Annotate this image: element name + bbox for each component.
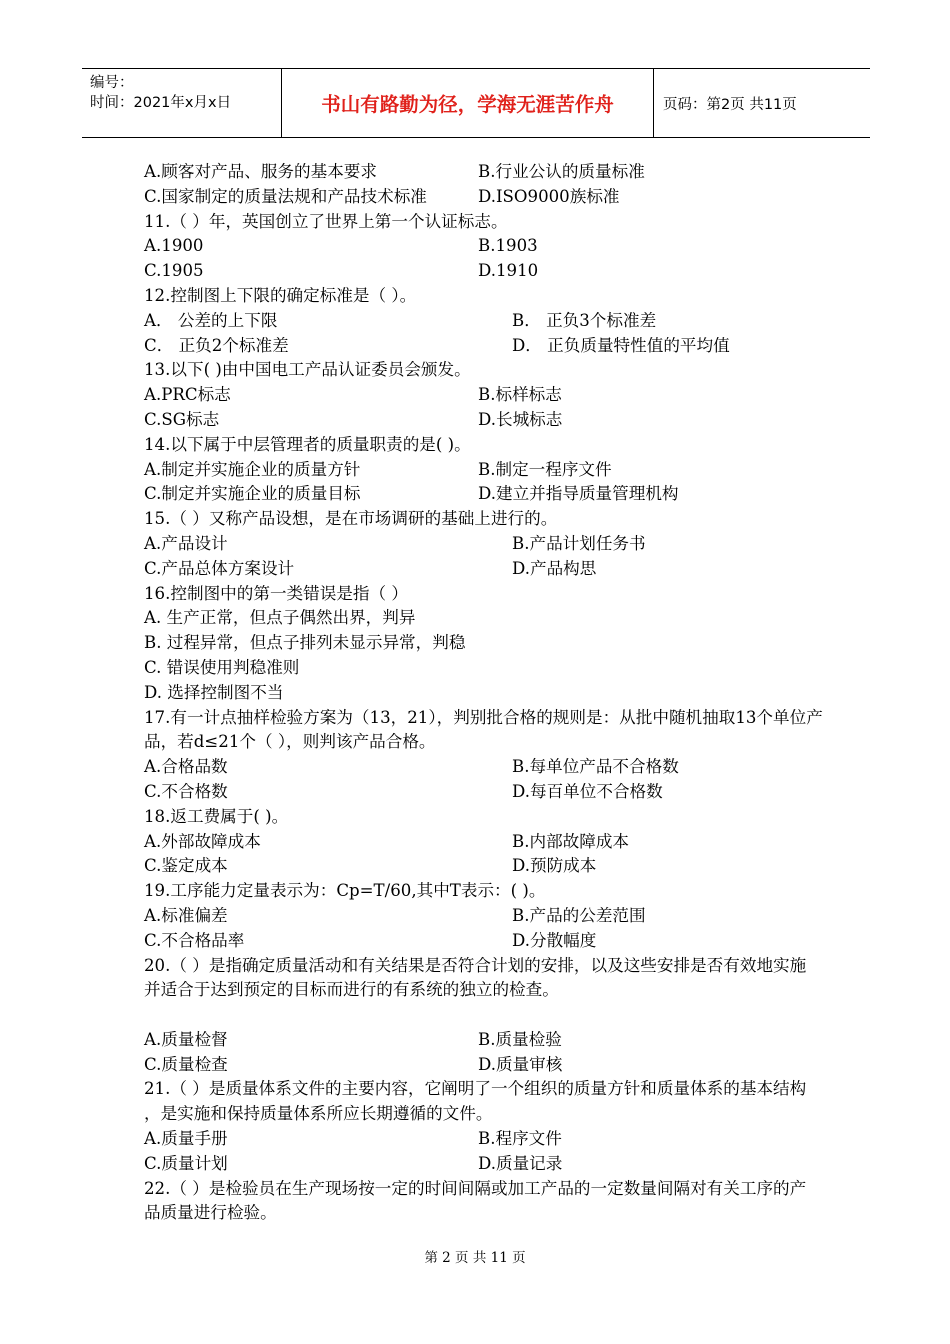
option-row — [144, 1053, 824, 1078]
option-row — [144, 334, 824, 359]
option: B.标样标志 — [478, 385, 562, 405]
option: D. 选择控制图不当 — [144, 682, 284, 702]
option: C.质量计划 — [144, 1153, 228, 1173]
option: A． 公差的上下限 — [144, 310, 278, 330]
question-12: 12.控制图上下限的确定标准是（ ）。 — [144, 285, 417, 305]
date-line: 时间：2021年x月x日 — [90, 95, 232, 111]
header-page-info: 页码：第2页 共11页 — [663, 96, 797, 113]
option: B.程序文件 — [478, 1129, 562, 1149]
question-13: 13.以下( )由中国电工产品认证委员会颁发。 — [144, 360, 471, 380]
option: C.1905 — [144, 261, 204, 281]
option: B.质量检验 — [478, 1029, 562, 1049]
option-row — [144, 1127, 824, 1152]
option: B.产品的公差范围 — [512, 905, 646, 925]
question-22: 22.（ ）是检验员在生产现场按一定的时间间隔或加工产品的一定数量间隔对有关工序的产 品质量进行检验。 — [144, 1178, 807, 1223]
option: C.SG标志 — [144, 409, 220, 429]
option-row — [144, 408, 824, 433]
option: D.1910 — [478, 261, 539, 281]
page-footer: 第 2 页 共 11 页 — [424, 1250, 526, 1266]
question-20: 20.（ ）是指确定质量活动和有关结果是否符合计划的安排，以及这些安排是否有效地实施 并适合于达到预定的目标而进行的有系统的独立的检查。 — [144, 955, 807, 1000]
option-row — [144, 259, 824, 284]
option: B.产品计划任务书 — [512, 533, 646, 553]
option: D.质量记录 — [478, 1153, 563, 1173]
option: C.不合格品率 — [144, 930, 245, 950]
option-row — [144, 160, 824, 185]
option: A.合格品数 — [144, 757, 228, 777]
option: C.鉴定成本 — [144, 856, 228, 876]
option: D.建立并指导质量管理机构 — [478, 484, 679, 504]
option-row — [144, 482, 824, 507]
option: B.行业公认的质量标准 — [478, 162, 645, 181]
option: B.内部故障成本 — [512, 831, 630, 851]
option: D.长城标志 — [478, 409, 563, 429]
option: C． 正负2个标准差 — [144, 335, 289, 355]
blank-line — [144, 1003, 824, 1028]
option: A. 生产正常，但点子偶然出界，判异 — [144, 608, 416, 628]
option-row — [144, 234, 824, 259]
option: A.PRC标志 — [144, 385, 231, 405]
option: A.制定并实施企业的质量方针 — [144, 459, 361, 479]
option: C.不合格数 — [144, 781, 228, 801]
option: D.ISO9000族标准 — [478, 186, 620, 206]
question-11: 11.（ ）年，英国创立了世界上第一个认证标志。 — [144, 211, 508, 231]
option-row — [144, 458, 824, 483]
option: A.产品设计 — [144, 533, 228, 553]
question-16: 16.控制图中的第一类错误是指（ ） — [144, 583, 408, 603]
option: C. 错误使用判稳准则 — [144, 657, 300, 677]
question-18: 18.返工费属于( )。 — [144, 806, 289, 826]
option: B.每单位产品不合格数 — [512, 757, 679, 777]
option-row — [144, 830, 824, 855]
option-row — [144, 780, 824, 805]
code-label: 编号： — [90, 75, 134, 91]
option: D.分散幅度 — [512, 930, 597, 950]
option-row — [144, 1152, 824, 1177]
option-row — [144, 929, 824, 954]
question-15: 15.（ ）又称产品设想，是在市场调研的基础上进行的。 — [144, 509, 558, 529]
option-row — [144, 1028, 824, 1053]
option: B. 过程异常，但点子排列未显示异常，判稳 — [144, 633, 466, 653]
option: A.质量检督 — [144, 1029, 228, 1049]
option: A.外部故障成本 — [144, 831, 261, 851]
option: D.每百单位不合格数 — [512, 781, 663, 801]
question-19: 19.工序能力定量表示为：Cp=T/60,其中T表示：( )。 — [144, 881, 546, 901]
question-14: 14.以下属于中层管理者的质量职责的是( )。 — [144, 434, 471, 454]
option: D.预防成本 — [512, 856, 597, 876]
header-meta — [82, 69, 282, 137]
option-row — [144, 309, 824, 334]
option-row — [144, 557, 824, 582]
question-21: 21.（ ）是质量体系文件的主要内容，它阐明了一个组织的质量方针和质量体系的基本结构 ，是实施和保持质量体系所应长期遵循的文件。 — [144, 1079, 807, 1124]
option: D.产品构思 — [512, 558, 597, 578]
option: B． 正负3个标准差 — [512, 310, 657, 330]
option: D.质量审核 — [478, 1054, 563, 1074]
option-row — [144, 532, 824, 557]
option: B.1903 — [478, 236, 538, 256]
question-list — [144, 160, 824, 1226]
option: C.产品总体方案设计 — [144, 558, 295, 578]
question-17: 17.有一计点抽样检验方案为（13，21），判别批合格的规则是：从批中随机抽取13个单位产品，若d≤21个（ ），则判该产品合格。 — [144, 707, 823, 752]
option-row — [144, 185, 824, 210]
option-row — [144, 904, 824, 929]
option: C.国家制定的质量法规和产品技术标准 — [144, 186, 427, 206]
option: C.质量检查 — [144, 1054, 228, 1074]
option: C.制定并实施企业的质量目标 — [144, 484, 361, 504]
option: D． 正负质量特性值的平均值 — [512, 335, 730, 355]
option: A.1900 — [144, 236, 204, 256]
option: B.制定一程序文件 — [478, 459, 612, 479]
option-row — [144, 755, 824, 780]
option: A.标准偏差 — [144, 905, 228, 925]
option-row — [144, 854, 824, 879]
header-motto: 书山有路勤为径，学海无涯苦作舟 — [282, 69, 654, 137]
page-header — [82, 68, 870, 138]
option: A.质量手册 — [144, 1129, 228, 1149]
option-row — [144, 383, 824, 408]
option: A.顾客对产品、服务的基本要求 — [144, 162, 377, 181]
